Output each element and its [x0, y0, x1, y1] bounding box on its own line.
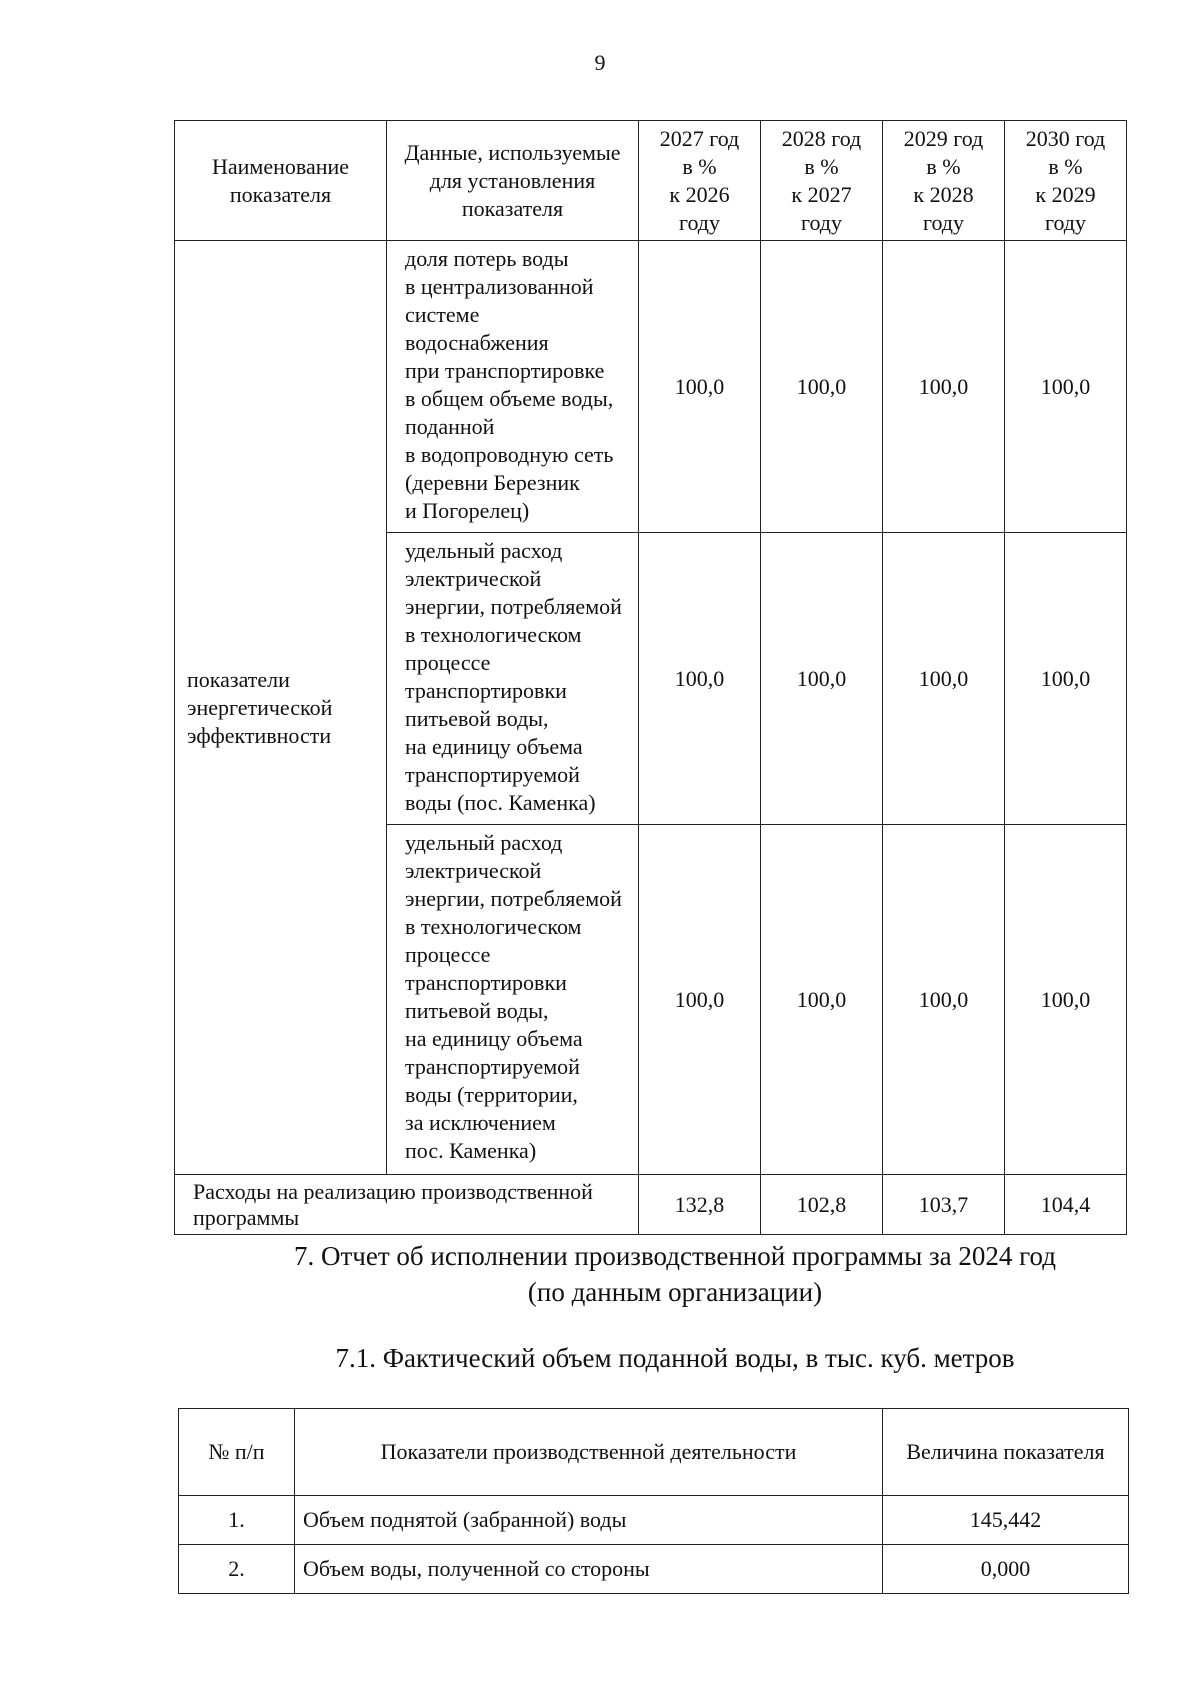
value-cell: 100,0: [1005, 241, 1127, 533]
row-indicator: Объем воды, полученной со стороны: [295, 1545, 883, 1594]
row-number: 2.: [179, 1545, 295, 1594]
value-cell: 100,0: [639, 533, 761, 825]
page-number: 9: [594, 50, 606, 75]
header-indicator-name: Наименование показателя: [175, 121, 387, 241]
row-description: удельный расход электрической энергии, потребляемой в технологическом процессе транспортировки питьевой воды, на единицу объема транспортируемой воды (пос. Каменка): [387, 533, 639, 825]
header-data-used: Данные, используемые для установления показателя: [387, 121, 639, 241]
header-year-2028: 2028 год в % к 2027 году: [761, 121, 883, 241]
total-value-cell: 132,8: [639, 1175, 761, 1235]
header-year-2030: 2030 год в % к 2029 году: [1005, 121, 1127, 241]
value-cell: 100,0: [639, 825, 761, 1175]
value-cell: 100,0: [761, 533, 883, 825]
value-cell: 100,0: [883, 533, 1005, 825]
value-cell: 100,0: [1005, 825, 1127, 1175]
total-label: Расходы на реализацию производственной программы: [175, 1175, 639, 1235]
row-number: 1.: [179, 1496, 295, 1545]
value-cell: 100,0: [1005, 533, 1127, 825]
value-cell: 100,0: [883, 825, 1005, 1175]
value-cell: 100,0: [761, 825, 883, 1175]
header-value: Величина показателя: [883, 1409, 1129, 1496]
total-value-cell: 102,8: [761, 1175, 883, 1235]
value-cell: 100,0: [883, 241, 1005, 533]
row-value: 145,442: [883, 1496, 1129, 1545]
indicator-group-label: показатели энергетической эффективности: [175, 241, 387, 1175]
header-indicator: Показатели производственной деятельности: [295, 1409, 883, 1496]
subsection-title: 7.1. Фактический объем поданной воды, в тыс. куб. метров: [335, 1343, 1015, 1373]
header-year-2029: 2029 год в % к 2028 году: [883, 121, 1005, 241]
value-cell: 100,0: [761, 241, 883, 533]
row-description: доля потерь воды в централизованной системе водоснабжения при транспортировке в общем объеме воды, поданной в водопроводную сеть (деревни Березник и Погорелец): [387, 241, 639, 533]
section-title: 7. Отчет об исполнении производственной программы за 2024 год (по данным организации): [293, 1241, 1057, 1307]
total-row: [175, 1175, 1127, 1235]
total-value-cell: 103,7: [883, 1175, 1005, 1235]
energy-efficiency-table: [174, 120, 1127, 1235]
water-volume-table: [178, 1408, 1129, 1594]
total-value-cell: 104,4: [1005, 1175, 1127, 1235]
table-row: [179, 1496, 1129, 1545]
row-indicator: Объем поднятой (забранной) воды: [295, 1496, 883, 1545]
header-year-2027: 2027 год в % к 2026 году: [639, 121, 761, 241]
table-row: [179, 1545, 1129, 1594]
value-cell: 100,0: [639, 241, 761, 533]
row-description: удельный расход электрической энергии, потребляемой в технологическом процессе транспортировки питьевой воды, на единицу объема транспортируемой воды (территории, за исключением пос. Каменка): [387, 825, 639, 1175]
row-value: 0,000: [883, 1545, 1129, 1594]
table-row: [175, 241, 1127, 533]
header-number: № п/п: [179, 1409, 295, 1496]
